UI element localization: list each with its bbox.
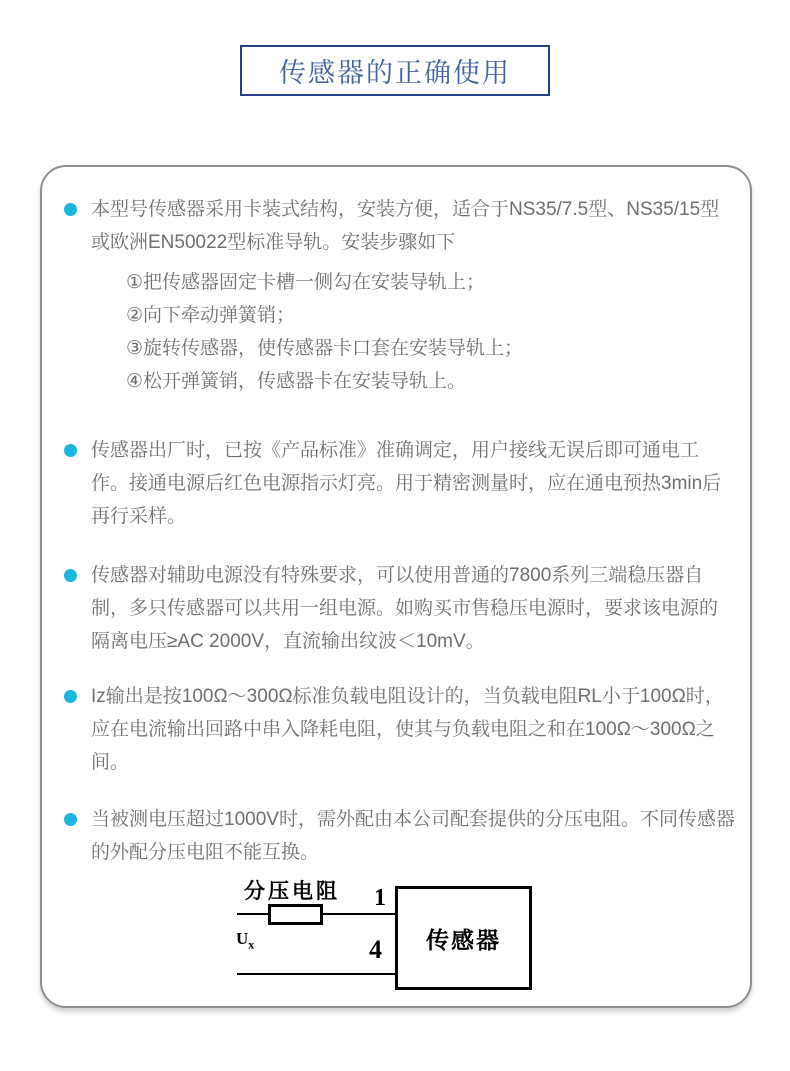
resistor-symbol bbox=[268, 904, 323, 925]
bullet-body bbox=[91, 193, 735, 398]
bullet-dot-icon bbox=[64, 203, 77, 216]
bullet-item-auxiliary-power bbox=[64, 559, 735, 658]
wiring-diagram bbox=[64, 877, 735, 1007]
input-voltage-label bbox=[236, 929, 254, 952]
bullet-item-mounting bbox=[64, 193, 735, 398]
bullet-dot-icon bbox=[64, 444, 77, 457]
bullet-text-auxiliary-power: 传感器对辅助电源没有特殊要求，可以使用普通的7800系列三端稳压器自制，多只传感器可以共用一组电源。如购买市售稳压电源时，要求该电源的隔离电压≥AC 2000V，直流输出纹波＜10mV。 bbox=[91, 565, 719, 652]
input-voltage-subscript: x bbox=[248, 937, 255, 952]
bullet-item-load-resistance bbox=[64, 680, 735, 779]
install-step-2: ②向下牵动弹簧销； bbox=[126, 305, 296, 326]
install-step-1: ①把传感器固定卡槽一侧勾在安装导轨上； bbox=[126, 272, 486, 293]
wire-bottom bbox=[237, 973, 396, 975]
install-step-3: ③旋转传感器，使传感器卡口套在安装导轨上； bbox=[126, 338, 524, 359]
install-steps-list bbox=[126, 266, 735, 398]
page-title: 传感器的正确使用 bbox=[279, 58, 511, 88]
bullet-text-mounting: 本型号传感器采用卡装式结构，安装方便，适合于NS35/7.5型、NS35/15型或欧洲EN50022型标准导轨。安装步骤如下 bbox=[91, 199, 720, 253]
terminal-1-label: 1 bbox=[374, 885, 386, 911]
bullet-text-voltage-divider: 当被测电压超过1000V时，需外配由本公司配套提供的分压电阻。不同传感器的外配分压电阻不能互换。 bbox=[91, 809, 735, 863]
bullet-text-load-resistance: Iz输出是按100Ω～300Ω标准负载电阻设计的，当负载电阻RL小于100Ω时，应在电流输出回路中串入降耗电阻，使其与负载电阻之和在100Ω～300Ω之间。 bbox=[91, 686, 724, 773]
divider-resistor-label: 分压电阻 bbox=[244, 879, 340, 903]
bullet-dot-icon bbox=[64, 690, 77, 703]
sensor-box bbox=[395, 886, 532, 990]
install-step-4: ④松开弹簧销，传感器卡在安装导轨上。 bbox=[126, 371, 467, 392]
bullet-item-voltage-divider bbox=[64, 803, 735, 869]
bullet-dot-icon bbox=[64, 569, 77, 582]
input-voltage-symbol: U bbox=[236, 929, 249, 948]
bullet-dot-icon bbox=[64, 813, 77, 826]
bullet-item-factory-calibration bbox=[64, 434, 735, 533]
page-title-box bbox=[240, 45, 550, 96]
bullet-text-factory-calibration: 传感器出厂时，已按《产品标准》准确调定，用户接线无误后即可通电工作。接通电源后红色电源指示灯亮。用于精密测量时，应在通电预热3min后再行采样。 bbox=[91, 440, 722, 527]
content-panel bbox=[40, 165, 752, 1008]
sensor-box-label: 传感器 bbox=[426, 927, 501, 953]
terminal-4-label: 4 bbox=[369, 935, 382, 964]
